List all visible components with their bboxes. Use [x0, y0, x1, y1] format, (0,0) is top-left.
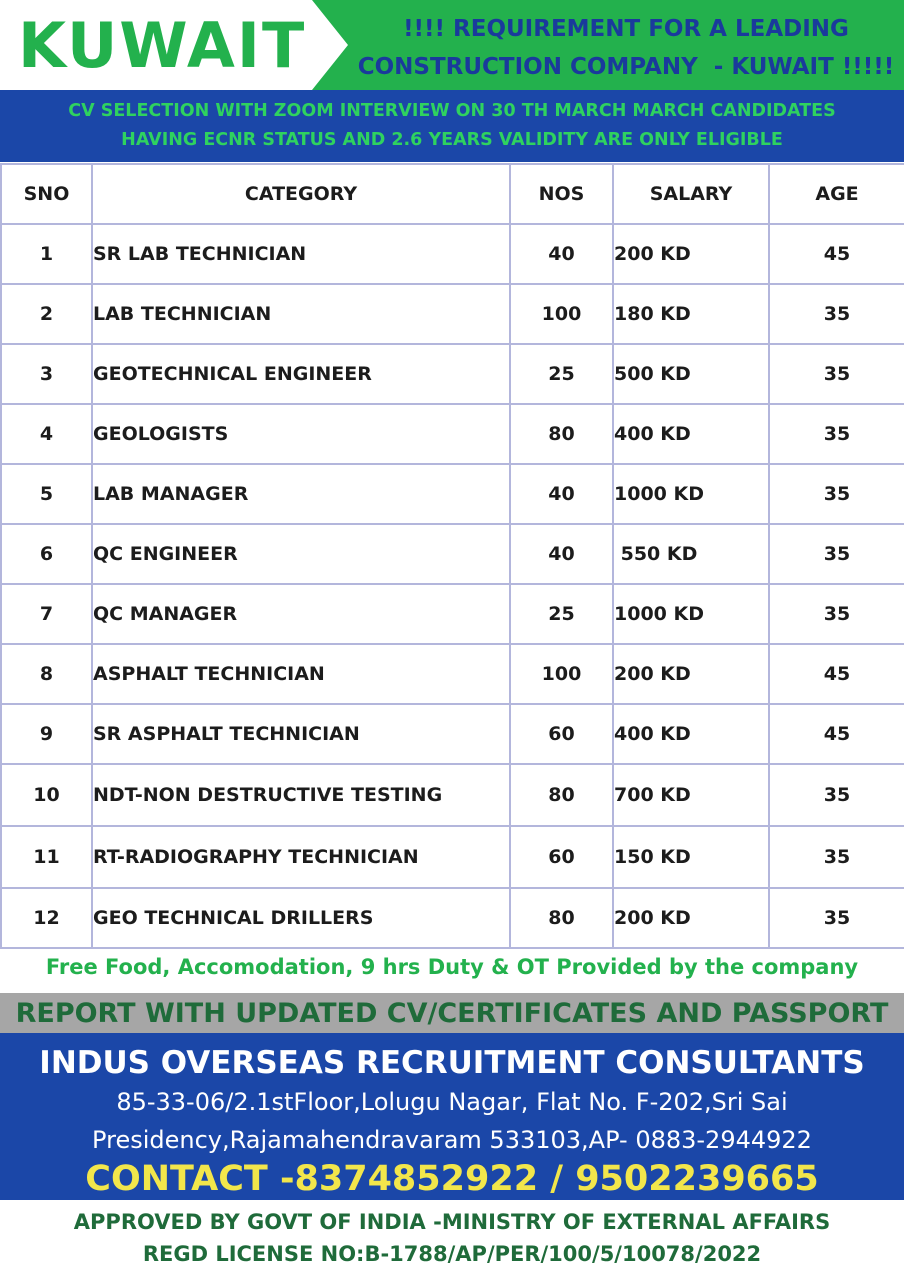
cell-salary: 150 KD: [613, 826, 769, 888]
cell-category: QC ENGINEER: [92, 524, 510, 584]
header: [0, 0, 904, 90]
header-sno: SNO: [1, 164, 92, 224]
banner-line-2: CONSTRUCTION COMPANY - KUWAIT !!!!!: [357, 54, 895, 80]
cell-sno: 12: [1, 888, 92, 948]
cell-salary: 700 KD: [613, 764, 769, 826]
cell-nos: 40: [510, 464, 613, 524]
header-nos: NOS: [510, 164, 613, 224]
table-row: [1, 764, 904, 826]
cell-age: 45: [769, 224, 904, 284]
cell-sno: 7: [1, 584, 92, 644]
cell-age: 35: [769, 584, 904, 644]
table-row: [1, 826, 904, 888]
cell-salary: 1000 KD: [613, 464, 769, 524]
cell-category: RT-RADIOGRAPHY TECHNICIAN: [92, 826, 510, 888]
cell-sno: 2: [1, 284, 92, 344]
requirement-banner: [348, 10, 904, 86]
table-row: [1, 284, 904, 344]
jobs-table: [0, 163, 904, 949]
table-header-row: [1, 164, 904, 224]
cell-salary: 550 KD: [613, 524, 769, 584]
cell-nos: 60: [510, 826, 613, 888]
header-salary: SALARY: [613, 164, 769, 224]
table-row: [1, 644, 904, 704]
cell-nos: 60: [510, 704, 613, 764]
benefits-line: Free Food, Accomodation, 9 hrs Duty & OT Provided by the company: [45, 955, 859, 979]
address-line-1: 85-33-06/2.1stFloor,Lolugu Nagar, Flat No. F-202,Sri Sai: [116, 1088, 788, 1116]
cell-category: GEOLOGISTS: [92, 404, 510, 464]
table-row: [1, 584, 904, 644]
contact-numbers: CONTACT -8374852922 / 9502239665: [85, 1159, 819, 1199]
header-category: CATEGORY: [92, 164, 510, 224]
cell-nos: 80: [510, 404, 613, 464]
cell-salary: 400 KD: [613, 704, 769, 764]
table-row: [1, 464, 904, 524]
cell-salary: 500 KD: [613, 344, 769, 404]
cell-salary: 400 KD: [613, 404, 769, 464]
company-block: [0, 1033, 904, 1200]
cell-sno: 4: [1, 404, 92, 464]
country-title: KUWAIT: [18, 9, 307, 82]
cell-sno: 3: [1, 344, 92, 404]
cell-category: LAB TECHNICIAN: [92, 284, 510, 344]
cell-category: SR LAB TECHNICIAN: [92, 224, 510, 284]
interview-notice: [0, 90, 904, 162]
cell-salary: 180 KD: [613, 284, 769, 344]
cell-category: SR ASPHALT TECHNICIAN: [92, 704, 510, 764]
cell-age: 45: [769, 644, 904, 704]
cell-nos: 100: [510, 644, 613, 704]
cell-nos: 25: [510, 344, 613, 404]
notice-line-1: CV SELECTION WITH ZOOM INTERVIEW ON 30 TH MARCH MARCH CANDIDATES: [68, 101, 836, 121]
footer: [0, 1206, 904, 1270]
cell-nos: 25: [510, 584, 613, 644]
cell-age: 35: [769, 826, 904, 888]
company-name: INDUS OVERSEAS RECRUITMENT CONSULTANTS: [39, 1045, 865, 1081]
cell-nos: 80: [510, 764, 613, 826]
table-row: [1, 704, 904, 764]
cell-nos: 40: [510, 524, 613, 584]
cell-salary: 200 KD: [613, 644, 769, 704]
cell-salary: 200 KD: [613, 224, 769, 284]
cell-sno: 11: [1, 826, 92, 888]
cell-sno: 10: [1, 764, 92, 826]
cell-nos: 100: [510, 284, 613, 344]
address-line-2: Presidency,Rajamahendravaram 533103,AP- 0883-2944922: [92, 1126, 812, 1154]
cell-category: QC MANAGER: [92, 584, 510, 644]
banner-line-1: !!!! REQUIREMENT FOR A LEADING: [403, 16, 849, 42]
cell-age: 35: [769, 284, 904, 344]
cell-age: 35: [769, 344, 904, 404]
table-row: [1, 344, 904, 404]
header-age: AGE: [769, 164, 904, 224]
cell-category: GEO TECHNICAL DRILLERS: [92, 888, 510, 948]
cell-nos: 80: [510, 888, 613, 948]
cell-age: 35: [769, 404, 904, 464]
cell-age: 35: [769, 464, 904, 524]
report-instructions: REPORT WITH UPDATED CV/CERTIFICATES AND PASSPORT: [0, 993, 904, 1033]
table-row: [1, 224, 904, 284]
cell-sno: 8: [1, 644, 92, 704]
cell-category: LAB MANAGER: [92, 464, 510, 524]
cell-salary: 200 KD: [613, 888, 769, 948]
cell-category: GEOTECHNICAL ENGINEER: [92, 344, 510, 404]
cell-sno: 9: [1, 704, 92, 764]
cell-sno: 5: [1, 464, 92, 524]
cell-age: 35: [769, 888, 904, 948]
cell-category: ASPHALT TECHNICIAN: [92, 644, 510, 704]
cell-age: 35: [769, 764, 904, 826]
cell-sno: 1: [1, 224, 92, 284]
cell-sno: 6: [1, 524, 92, 584]
notice-line-2: HAVING ECNR STATUS AND 2.6 YEARS VALIDITY ARE ONLY ELIGIBLE: [121, 130, 783, 150]
approval-text: APPROVED BY GOVT OF INDIA -MINISTRY OF EXTERNAL AFFAIRS: [73, 1210, 831, 1234]
cell-age: 45: [769, 704, 904, 764]
cell-category: NDT-NON DESTRUCTIVE TESTING: [92, 764, 510, 826]
table-row: [1, 888, 904, 948]
cell-nos: 40: [510, 224, 613, 284]
cell-age: 35: [769, 524, 904, 584]
license-number: REGD LICENSE NO:B-1788/AP/PER/100/5/10078/2022: [142, 1242, 762, 1266]
cell-salary: 1000 KD: [613, 584, 769, 644]
table-row: [1, 404, 904, 464]
table-row: [1, 524, 904, 584]
